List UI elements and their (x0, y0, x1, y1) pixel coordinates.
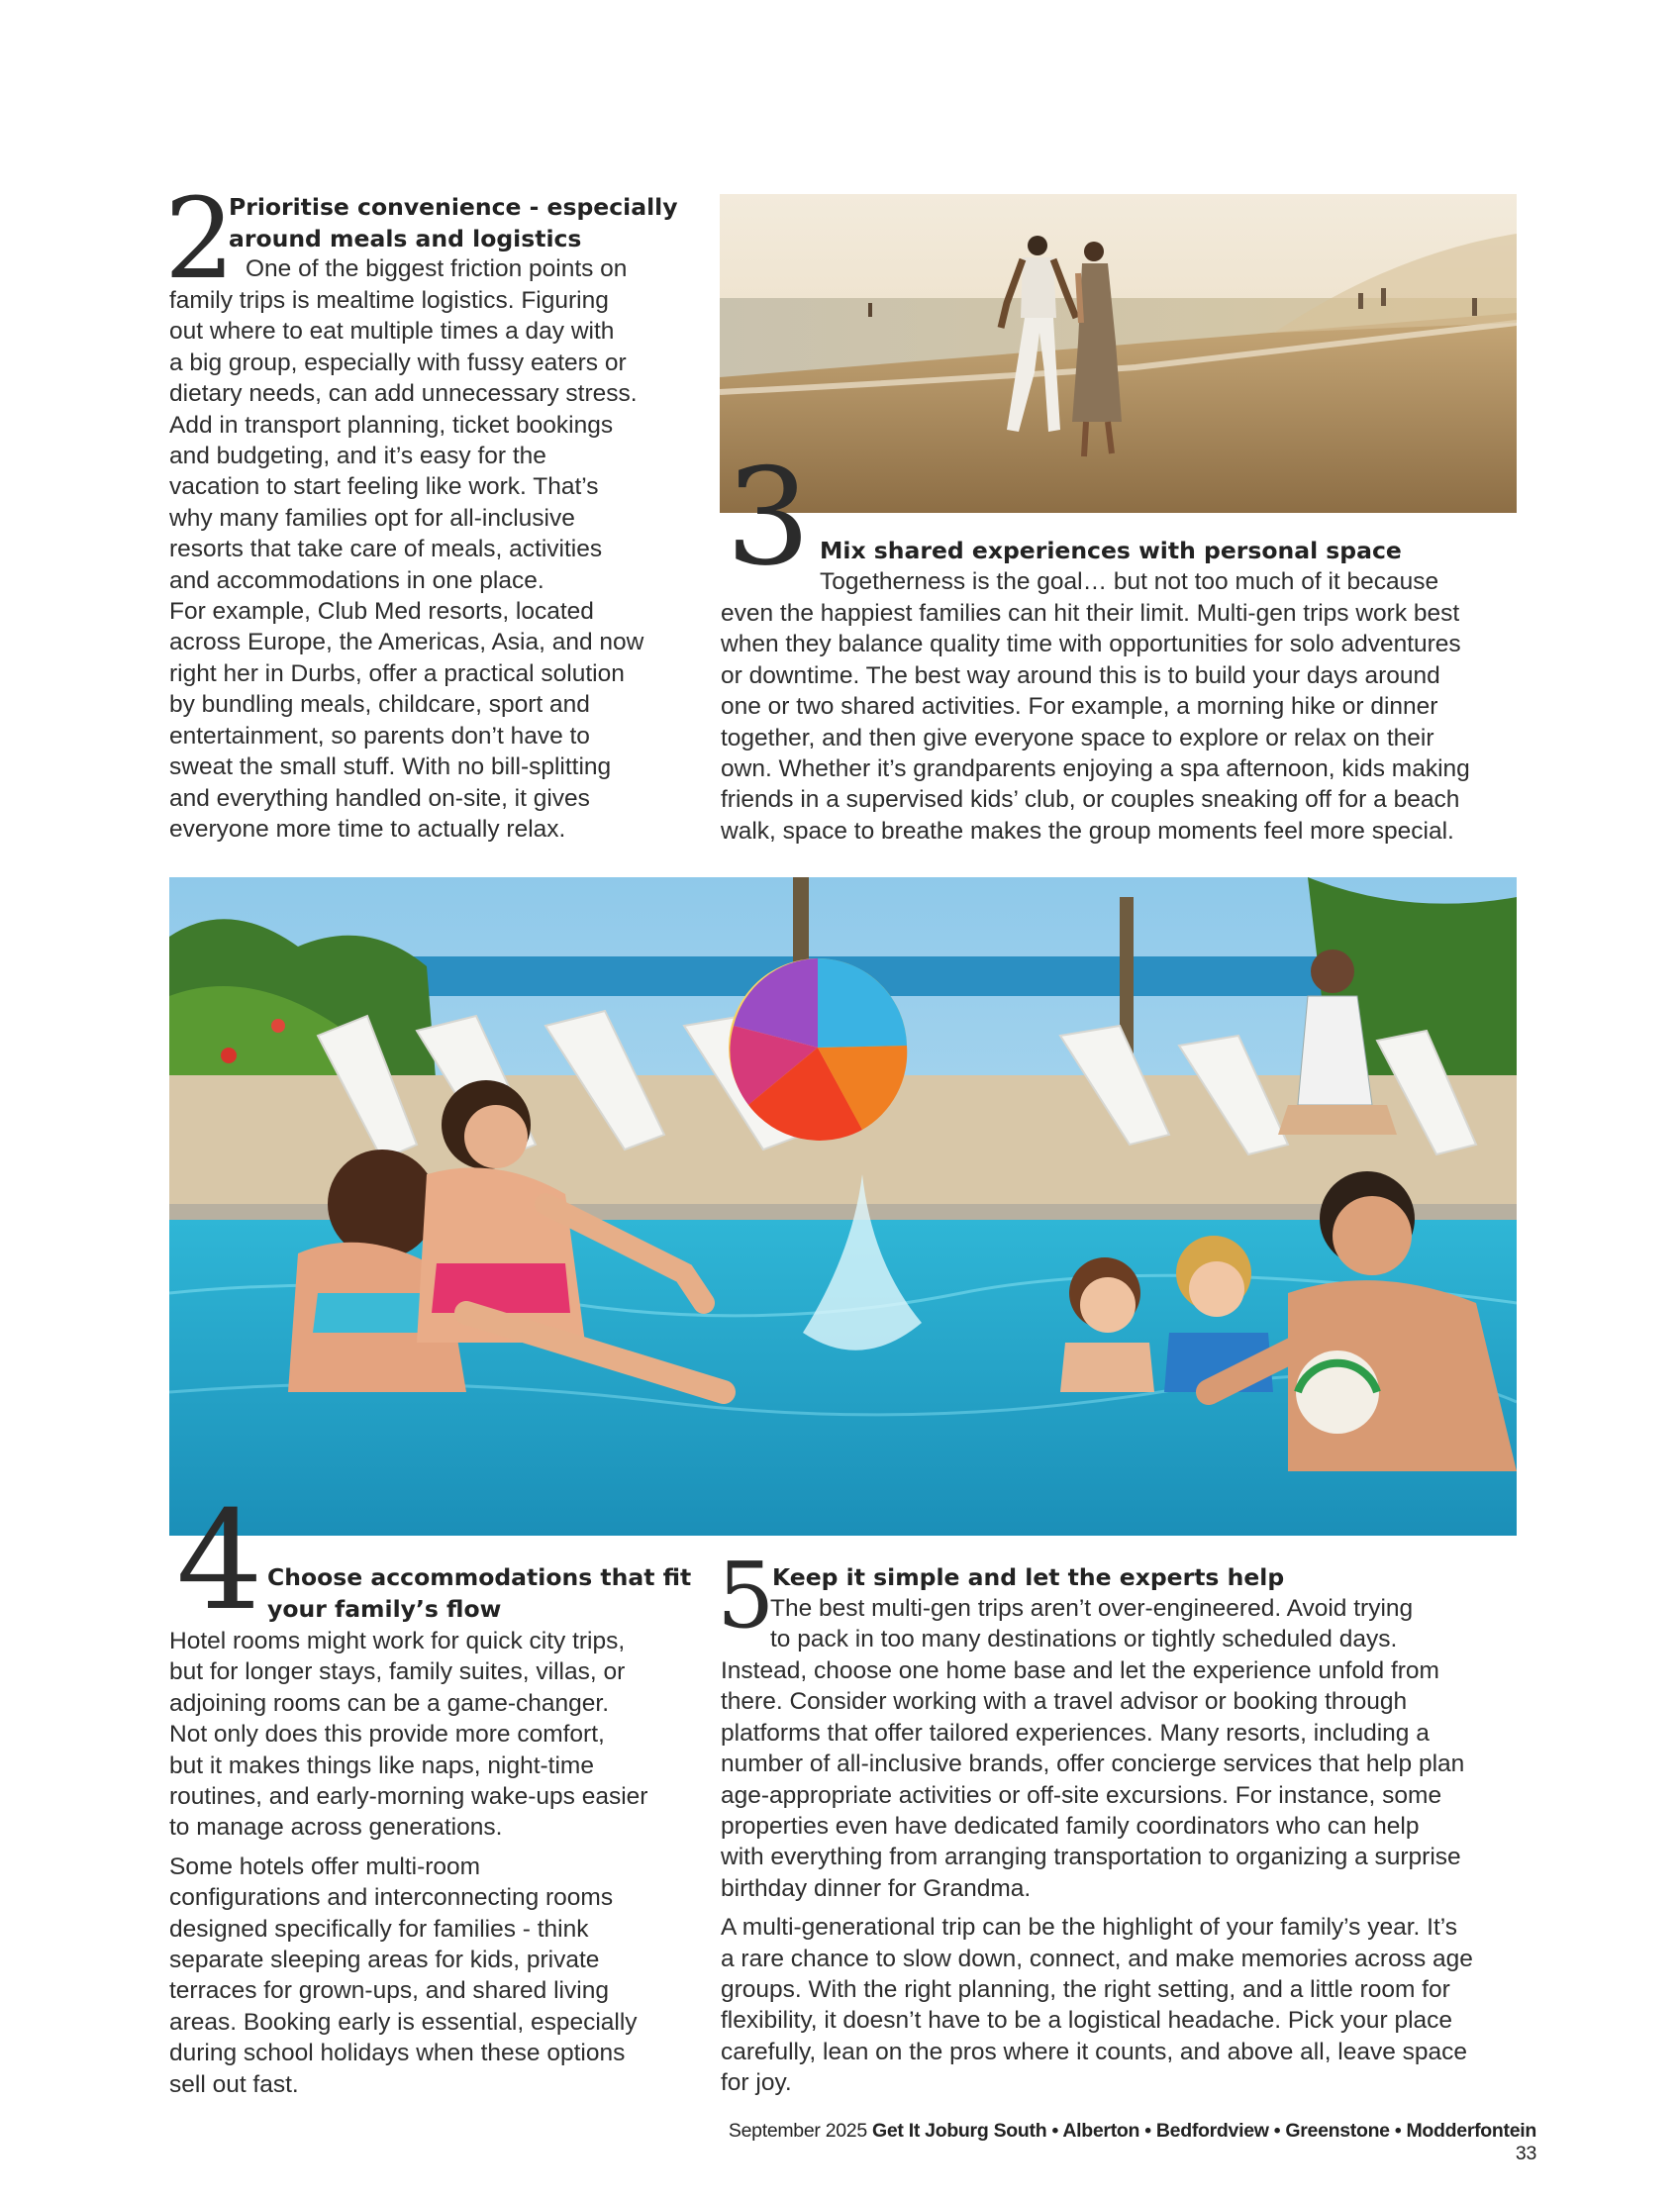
text-line: age-appropriate activities or off-site excursions. For instance, some (721, 1781, 1442, 1809)
text-line: platforms that offer tailored experiences. Many resorts, including a (721, 1719, 1430, 1747)
text-line: with everything from arranging transportation to organizing a surprise (721, 1844, 1461, 1871)
footer-publication: Get It Joburg South (872, 2120, 1047, 2142)
footer-date: September 2025 (728, 2120, 867, 2142)
text-line: Hotel rooms might work for quick city trips, (169, 1628, 626, 1654)
text-line: properties even have dedicated family coordinators who can help (721, 1813, 1420, 1841)
text-line: flexibility, it doesn’t have to be a logistical headache. Pick your place (721, 2007, 1453, 2035)
footer-areas: • Alberton • Bedfordview • Greenstone • Modderfontein (1051, 2120, 1536, 2142)
text-line: right her in Durbs, offer a practical solution (169, 659, 625, 687)
text-line: and budgeting, and it’s easy for the (169, 443, 546, 470)
text-line: everyone more time to actually relax. (169, 815, 566, 843)
paragraph (721, 1912, 1523, 2098)
section-3-heading: Mix shared experiences with personal space (820, 537, 1402, 564)
footer-page-number: 33 (1515, 2143, 1536, 2164)
text-line: routines, and early-morning wake-ups easier (169, 1783, 648, 1811)
text-line: areas. Booking early is essential, especially (169, 2008, 638, 2036)
paragraph (169, 1852, 694, 2100)
section-4-body (169, 1626, 694, 2100)
text-line: dietary needs, can add unnecessary stress. (169, 380, 638, 408)
section-3-body (721, 598, 1523, 847)
text-line: sell out fast. (169, 2070, 299, 2098)
dropcap-5: 5 (717, 1543, 775, 1649)
paragraph (169, 1626, 694, 1844)
text-line: carefully, lean on the pros where it counts, and above all, leave space (721, 2038, 1468, 2065)
paragraph (169, 285, 684, 845)
section-2-first-line: One of the biggest friction points on (246, 255, 628, 282)
text-line: or downtime. The best way around this is to build your days around (721, 661, 1440, 689)
text-line: a big group, especially with fussy eaters or (169, 349, 627, 376)
heading-line: Prioritise convenience - especially (229, 193, 678, 221)
page-footer (713, 2120, 1536, 2165)
section-4-heading (267, 1561, 693, 1625)
text-line: own. Whether it’s grandparents enjoying a spa afternoon, kids making (721, 755, 1470, 783)
text-line: friends in a supervised kids’ club, or couples sneaking off for a beach (721, 786, 1460, 814)
text-line: even the happiest families can hit their limit. Multi-gen trips work best (721, 600, 1460, 627)
section-3-first-line: Togetherness is the goal… but not too much of it because (820, 568, 1439, 595)
text-line: during school holidays when these options (169, 2040, 626, 2067)
paragraph (721, 598, 1523, 847)
text-line: but for longer stays, family suites, villas, or (169, 1658, 626, 1686)
text-line: when they balance quality time with opportunities for solo adventures (721, 631, 1461, 658)
text-line: entertainment, so parents don’t have to (169, 722, 590, 750)
text-line: one or two shared activities. For example, a morning hike or dinner (721, 693, 1438, 721)
text-line: to pack in too many destinations or tightly scheduled days. (770, 1626, 1398, 1653)
text-line: by bundling meals, childcare, sport and (169, 691, 590, 719)
text-line: A multi-generational trip can be the highlight of your family’s year. It’s (721, 1914, 1458, 1942)
text-line: The best multi-gen trips aren’t over-engineered. Avoid trying (770, 1595, 1414, 1622)
beach-couple-photo (720, 194, 1517, 513)
text-line: adjoining rooms can be a game-changer. (169, 1689, 610, 1717)
heading-line: around meals and logistics (229, 225, 582, 252)
section-5-body (721, 1655, 1523, 2099)
section-5-first-lines (770, 1593, 1523, 1655)
text-line: and accommodations in one place. (169, 566, 544, 594)
text-line: together, and then give everyone space to explore or relax on their (721, 724, 1434, 751)
family-pool-photo (169, 877, 1517, 1536)
text-line: walk, space to breathe makes the group moments feel more special. (721, 817, 1454, 845)
text-line: groups. With the right planning, the right setting, and a little room for (721, 1976, 1450, 2004)
text-line: separate sleeping areas for kids, private (169, 1947, 600, 1974)
text-line: for joy. (721, 2069, 792, 2097)
section-2-body (169, 285, 684, 845)
text-line: but it makes things like naps, night-time (169, 1752, 594, 1779)
text-line: Some hotels offer multi-room (169, 1852, 481, 1880)
text-line: vacation to start feeling like work. That’s (169, 473, 599, 501)
text-line: sweat the small stuff. With no bill-splitting (169, 753, 612, 781)
text-line: terraces for grown-ups, and shared living (169, 1977, 609, 2005)
text-line: Not only does this provide more comfort, (169, 1721, 605, 1749)
text-line: to manage across generations. (169, 1814, 503, 1842)
text-line: why many families opt for all-inclusive (169, 504, 575, 532)
text-line: birthday dinner for Grandma. (721, 1874, 1032, 1902)
section-5-heading: Keep it simple and let the experts help (772, 1563, 1285, 1591)
text-line: and everything handled on-site, it gives (169, 784, 590, 812)
text-line: resorts that take care of meals, activities (169, 536, 603, 563)
text-line: designed specifically for families - think (169, 1915, 589, 1943)
text-line: configurations and interconnecting rooms (169, 1884, 614, 1912)
text-line: family trips is mealtime logistics. Figuring (169, 287, 609, 314)
dropcap-4: 4 (176, 1481, 263, 1641)
text-line: For example, Club Med resorts, located (169, 598, 594, 626)
heading-line: your family’s flow (267, 1595, 502, 1623)
text-line: there. Consider working with a travel advisor or booking through (721, 1688, 1408, 1716)
text-line: Instead, choose one home base and let the experience unfold from (721, 1657, 1439, 1684)
dropcap-2: 2 (164, 175, 236, 304)
dropcap-3: 3 (726, 440, 811, 595)
heading-line: Choose accommodations that fit (267, 1563, 692, 1591)
text-line: across Europe, the Americas, Asia, and now (169, 629, 644, 656)
section-2-heading (229, 191, 704, 254)
text-line: number of all-inclusive brands, offer concierge services that help plan (721, 1751, 1465, 1778)
paragraph (721, 1655, 1523, 1904)
text-line: out where to eat multiple times a day with (169, 318, 615, 346)
text-line: a rare chance to slow down, connect, and make memories across age (721, 1945, 1473, 1972)
text-line: Add in transport planning, ticket bookings (169, 411, 614, 439)
